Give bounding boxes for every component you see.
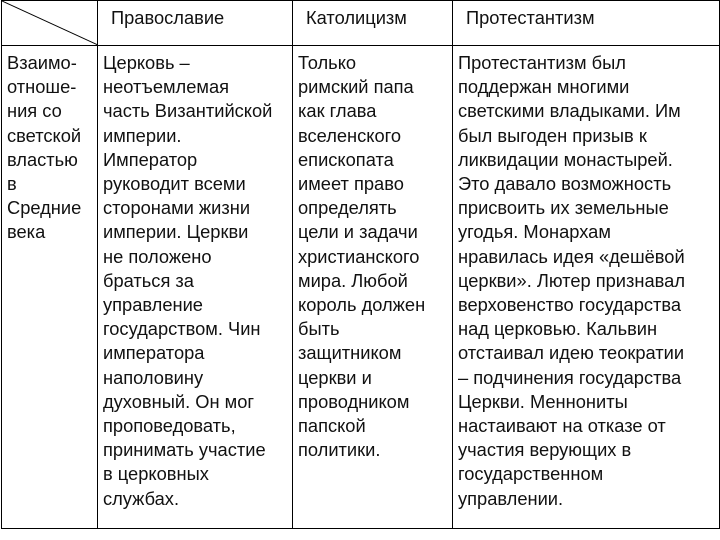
cell-line: мира. Любой xyxy=(298,269,408,291)
cell-line: империи. xyxy=(103,124,182,146)
protestantism-cell xyxy=(453,46,720,529)
table-row xyxy=(2,46,720,529)
cell-line: проповедовать, xyxy=(103,415,236,437)
cell-line: участия верующих в xyxy=(458,439,632,461)
cell-line: быть xyxy=(298,318,340,340)
cell-line: управление xyxy=(103,294,203,316)
catholicism-cell xyxy=(293,46,453,529)
cell-line: часть Византийской xyxy=(103,100,273,122)
cell-line: церкви и xyxy=(298,366,372,388)
cell-line: настаивают на отказе от xyxy=(458,415,666,437)
cell-line: присвоить их земельные xyxy=(458,197,669,219)
cell-line: имеет право xyxy=(298,173,404,195)
cell-line: политики. xyxy=(298,439,381,461)
cell-line: империи. Церкви xyxy=(103,221,249,243)
orthodoxy-cell xyxy=(98,46,293,529)
cell-line: определять xyxy=(298,197,397,219)
header-orthodoxy: Православие xyxy=(98,1,293,46)
cell-line: Церковь – xyxy=(103,52,190,73)
header-row xyxy=(2,1,720,46)
cell-line: отноше- xyxy=(7,76,77,98)
cell-line: браться за xyxy=(103,269,194,291)
cell-line: императора xyxy=(103,342,205,364)
cell-line: светскими владыками. Им xyxy=(458,100,681,122)
cell-line: король должен xyxy=(298,294,426,316)
cell-line: епископата xyxy=(298,148,394,170)
cell-line: ликвидации монастырей. xyxy=(458,148,673,170)
cell-line: вселенского xyxy=(298,124,402,146)
cell-line: христианского xyxy=(298,245,420,267)
cell-line: светской xyxy=(7,124,82,146)
cell-line: руководит всеми xyxy=(103,173,246,195)
cell-line: принимать участие xyxy=(103,439,266,461)
cell-line: в церковных xyxy=(103,463,209,485)
cell-line: государством. Чин xyxy=(103,318,261,340)
cell-line: Император xyxy=(103,148,198,170)
cell-line: угодья. Монархам xyxy=(458,221,611,243)
cell-line: Только xyxy=(298,52,357,73)
cell-line: управлении. xyxy=(458,487,564,509)
cell-line: в xyxy=(7,173,17,195)
cell-line: отстаивал идею теократии xyxy=(458,342,685,364)
header-protestantism: Протестантизм xyxy=(453,1,720,46)
corner-cell xyxy=(2,1,98,46)
cell-line: не положено xyxy=(103,245,212,267)
comparison-table xyxy=(1,0,720,529)
cell-line: цели и задачи xyxy=(298,221,418,243)
cell-line: церкви». Лютер признавал xyxy=(458,269,685,291)
cell-line: Взаимо- xyxy=(7,52,77,73)
cell-line: Средние xyxy=(7,197,82,219)
cell-line: как глава xyxy=(298,100,377,122)
cell-line: проводником xyxy=(298,390,410,412)
cell-line: духовный. Он мог xyxy=(103,390,255,412)
cell-line: верховенство государства xyxy=(458,294,682,316)
cell-line: – подчинения государства xyxy=(458,366,682,388)
cell-line: поддержан многими xyxy=(458,76,630,98)
cell-line: Церкви. Меннониты xyxy=(458,390,628,412)
cell-line: наполовину xyxy=(103,366,204,388)
cell-line: Протестантизм был xyxy=(458,52,626,73)
cell-line: сторонами жизни xyxy=(103,197,251,219)
cell-line: службах. xyxy=(103,487,180,509)
cell-line: папской xyxy=(298,415,366,437)
row-label-cell xyxy=(2,46,98,529)
cell-line: неотъемлемая xyxy=(103,76,230,98)
cell-line: нравилась идея «дешёвой xyxy=(458,245,685,267)
header-catholicism: Католицизм xyxy=(293,1,453,46)
cell-line: Это давало возможность xyxy=(458,173,672,195)
cell-line: властью xyxy=(7,148,78,170)
cell-line: римский папа xyxy=(298,76,414,98)
cell-line: ния со xyxy=(7,100,62,122)
cell-line: века xyxy=(7,221,46,243)
cell-line: над церковью. Кальвин xyxy=(458,318,658,340)
cell-line: защитником xyxy=(298,342,402,364)
cell-line: был выгоден призыв к xyxy=(458,124,647,146)
diagonal-divider xyxy=(2,1,98,45)
cell-line: государственном xyxy=(458,463,604,485)
